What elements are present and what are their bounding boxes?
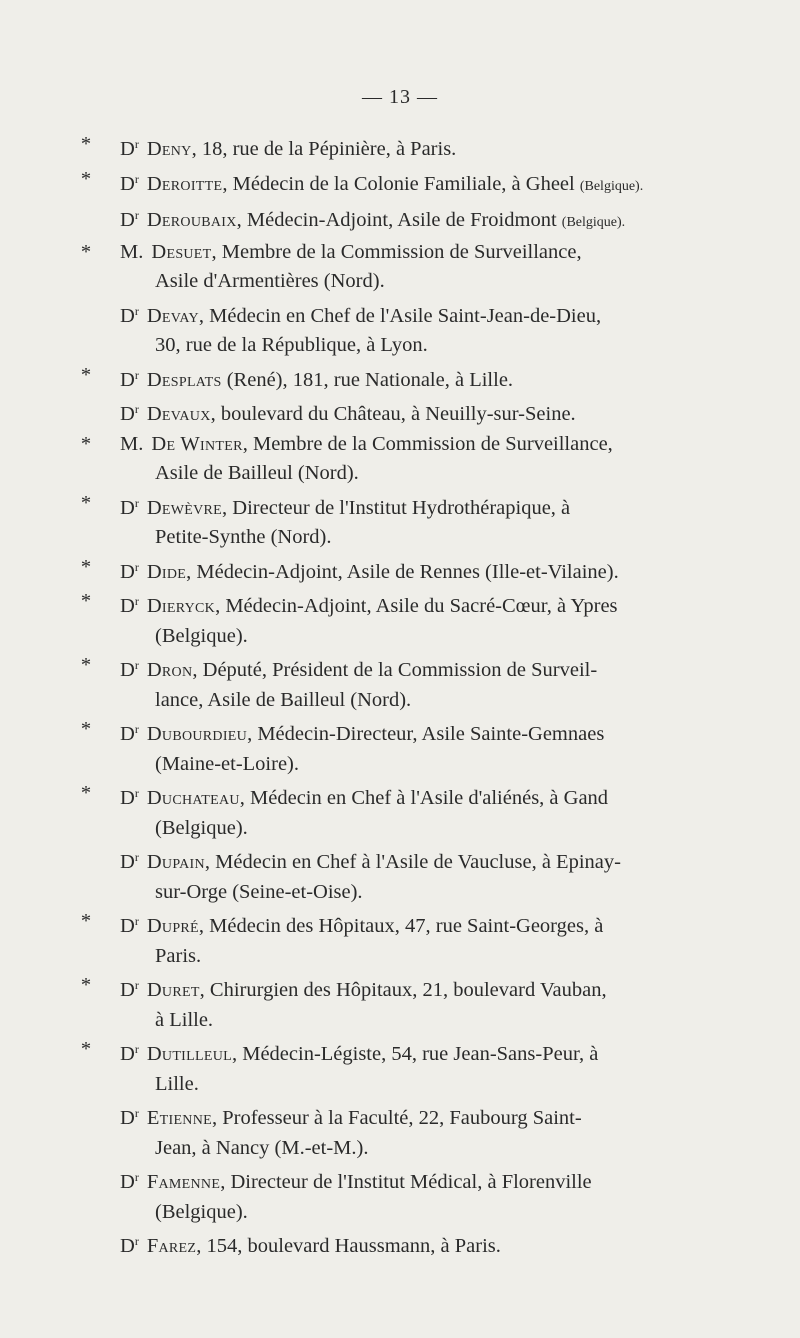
list-item <box>78 587 688 651</box>
entry-name: Famenne <box>146 1171 221 1193</box>
entry-continuation: sur-Orge (Seine-et-Oise). <box>155 880 363 903</box>
title-text: D <box>120 496 135 519</box>
entry-text: , Médecin-Adjoint, Asile de Rennes (Ille-et-Vilaine). <box>186 560 619 583</box>
asterisk-mark: * <box>80 590 92 612</box>
entry-title <box>120 1035 139 1070</box>
entry-title <box>120 587 139 622</box>
entry-line <box>120 587 688 622</box>
asterisk-mark: * <box>80 910 92 932</box>
entry-name: Deny <box>146 138 192 160</box>
list-item <box>78 361 688 396</box>
entry-title <box>120 238 143 268</box>
title-superscript: r <box>134 303 139 318</box>
entry-text: , Médecin en Chef à l'Asile de Vaucluse, à Epinay- <box>204 851 621 873</box>
entry-continuation: à Lille. <box>155 1008 214 1031</box>
entry-title <box>120 779 139 814</box>
title-text: D <box>120 368 135 391</box>
entry-title <box>120 1163 139 1198</box>
entry-name: De Winter <box>151 432 243 455</box>
entry-continuation: (Belgique). <box>155 816 248 839</box>
entry-title <box>120 130 139 165</box>
title-text: D <box>120 723 135 745</box>
entry-text: , Médecin-Adjoint, Asile du Sacré-Cœur, à Ypres <box>215 595 618 617</box>
entry-text: , boulevard du Château, à Neuilly-sur-Seine. <box>210 403 576 425</box>
title-superscript: r <box>134 137 139 151</box>
title-superscript: r <box>134 594 139 608</box>
entry-name: Dron <box>146 659 193 681</box>
entry-country: (Belgique). <box>579 178 644 194</box>
entry-line <box>120 715 688 750</box>
entry-text: , Médecin-Adjoint, Asile de Froidmont <box>236 209 562 231</box>
list-item <box>78 297 688 361</box>
title-superscript: r <box>134 914 139 928</box>
asterisk-mark: * <box>80 240 92 263</box>
asterisk-mark: * <box>80 654 92 676</box>
title-text: D <box>120 209 135 231</box>
entry-name: Etienne <box>146 1107 212 1129</box>
title-superscript: r <box>134 402 139 416</box>
title-text: D <box>120 1235 135 1257</box>
entry-continuation: Paris. <box>155 944 202 967</box>
entry-name: Dieryck <box>146 595 216 617</box>
entry-name: Desuet <box>151 240 212 263</box>
title-text: D <box>120 659 135 681</box>
entry-line <box>120 395 688 430</box>
entry-text: , Médecin-Légiste, 54, rue Jean-Sans-Peur, à <box>231 1043 599 1065</box>
title-superscript: r <box>134 1106 139 1120</box>
entry-name: Desplats <box>146 368 222 391</box>
entry-text: , Chirurgien des Hôpitaux, 21, boulevard Vauban, <box>199 979 607 1001</box>
entry-title <box>120 971 139 1006</box>
title-superscript: r <box>134 495 139 510</box>
list-item <box>78 165 688 202</box>
entry-line <box>120 651 688 686</box>
entry-continuation: (Belgique). <box>155 624 248 647</box>
entry-line <box>120 201 688 238</box>
list-item <box>78 130 688 165</box>
title-superscript: r <box>134 1234 139 1248</box>
entry-title <box>120 907 139 942</box>
entry-title <box>120 297 139 332</box>
entry-continuation: Jean, à Nancy (M.-et-M.). <box>155 1136 369 1159</box>
asterisk-mark: * <box>80 1038 92 1060</box>
list-item <box>78 1163 688 1227</box>
list-item <box>78 715 688 779</box>
entry-title <box>120 1099 139 1134</box>
entry-text: , Directeur de l'Institut Hydrothérapique, à <box>222 496 571 519</box>
title-superscript: r <box>134 367 139 382</box>
entry-text: , Médecin en Chef de l'Asile Saint-Jean-de-Dieu, <box>198 304 602 327</box>
list-item <box>78 843 688 907</box>
title-text: D <box>120 1107 135 1129</box>
asterisk-mark: * <box>80 363 92 386</box>
entry-text: , Député, Président de la Commission de Surveil- <box>192 659 598 681</box>
entry-text: , Médecin-Directeur, Asile Sainte-Gemnaes <box>247 723 605 745</box>
title-superscript: r <box>134 722 139 736</box>
entry-continuation: Lille. <box>155 1072 199 1095</box>
entry-line <box>120 779 688 814</box>
entry-continuation: 30, rue de la République, à Lyon. <box>155 334 428 356</box>
title-text: D <box>120 595 135 617</box>
entry-name: Devay <box>146 304 199 327</box>
entry-line <box>120 430 688 460</box>
entry-name: Dupain <box>146 851 205 873</box>
title-text: D <box>120 1043 135 1065</box>
list-item <box>78 1227 688 1262</box>
entry-text: , Médecin des Hôpitaux, 47, rue Saint-Georges, à <box>198 915 604 937</box>
entry-continuation: lance, Asile de Bailleul (Nord). <box>155 688 412 711</box>
entry-continuation: (Belgique). <box>155 1200 248 1223</box>
entry-continuation: Asile de Bailleul (Nord). <box>155 462 359 484</box>
entry-text: , Directeur de l'Institut Médical, à Florenville <box>220 1171 592 1193</box>
entry-name: Dutilleul <box>146 1043 232 1065</box>
entry-line <box>120 907 688 942</box>
entry-continuation: Petite-Synthe (Nord). <box>155 526 332 548</box>
title-text: M. <box>120 240 144 263</box>
title-text: D <box>120 138 135 160</box>
asterisk-mark: * <box>80 974 92 996</box>
entry-line <box>120 130 688 165</box>
entry-title <box>120 843 139 878</box>
title-text: D <box>120 560 135 583</box>
entry-title <box>120 201 139 236</box>
asterisk-mark: * <box>80 133 92 155</box>
list-item <box>78 430 688 489</box>
entry-title <box>120 430 143 460</box>
entry-title <box>120 651 139 686</box>
entry-line <box>120 1163 688 1198</box>
asterisk-mark: * <box>80 491 92 514</box>
entry-continuation: Asile d'Armentières (Nord). <box>155 270 385 292</box>
entry-name: Devaux <box>146 403 211 425</box>
entry-line <box>120 489 688 524</box>
title-superscript: r <box>134 208 139 222</box>
entry-title <box>120 361 139 396</box>
title-superscript: r <box>134 786 139 800</box>
asterisk-mark: * <box>80 555 92 578</box>
entry-line <box>120 1227 688 1262</box>
title-text: D <box>120 787 135 809</box>
entry-line <box>120 1035 688 1070</box>
title-text: D <box>120 403 135 425</box>
entry-line <box>120 553 688 588</box>
entry-name: Deroubaix <box>146 209 237 231</box>
list-item <box>78 971 688 1035</box>
list-item <box>78 238 688 297</box>
entry-name: Dide <box>146 560 187 583</box>
entry-country: (Belgique). <box>561 215 626 230</box>
entry-name: Duret <box>146 979 200 1001</box>
title-superscript: r <box>134 1042 139 1056</box>
entry-name: Duchateau <box>146 787 240 809</box>
title-superscript: r <box>134 850 139 864</box>
entry-text: (René), 181, rue Nationale, à Lille. <box>221 368 514 391</box>
entry-name: Deroitte <box>146 172 223 195</box>
title-superscript: r <box>134 978 139 992</box>
asterisk-mark: * <box>80 167 92 190</box>
list-item <box>78 1035 688 1099</box>
title-text: D <box>120 915 135 937</box>
asterisk-mark: * <box>80 432 92 455</box>
list-item <box>78 907 688 971</box>
title-superscript: r <box>134 171 139 186</box>
entry-title <box>120 715 139 750</box>
title-text: M. <box>120 432 144 455</box>
entry-title <box>120 165 139 200</box>
title-text: D <box>120 304 135 327</box>
entry-name: Dupré <box>146 915 199 937</box>
entry-line <box>120 1099 688 1134</box>
member-list <box>78 130 688 1262</box>
entry-line <box>120 843 688 878</box>
title-text: D <box>120 172 135 195</box>
entry-title <box>120 395 139 430</box>
entry-text: , Membre de la Commission de Surveillance, <box>242 432 613 455</box>
page-number: — 13 — <box>362 86 438 108</box>
entry-text: , Membre de la Commission de Surveillance, <box>211 240 582 263</box>
title-text: D <box>120 851 135 873</box>
entry-text: , 154, boulevard Haussmann, à Paris. <box>196 1235 501 1257</box>
list-item <box>78 651 688 715</box>
entry-line <box>120 971 688 1006</box>
entry-text: , Médecin de la Colonie Familiale, à Gheel <box>222 172 580 195</box>
list-item <box>78 1099 688 1163</box>
list-item <box>78 201 688 238</box>
entry-line <box>120 297 688 332</box>
entry-text: , 18, rue de la Pépinière, à Paris. <box>191 138 457 160</box>
title-text: D <box>120 1171 135 1193</box>
entry-title <box>120 1227 139 1262</box>
entry-line <box>120 238 688 268</box>
entry-title <box>120 553 139 588</box>
title-text: D <box>120 979 135 1001</box>
entry-text: , Médecin en Chef à l'Asile d'aliénés, à Gand <box>239 787 609 809</box>
title-superscript: r <box>134 559 139 574</box>
entry-text: , Professeur à la Faculté, 22, Faubourg Saint- <box>211 1107 582 1129</box>
entry-line <box>120 361 688 396</box>
entry-name: Dewèvre <box>146 496 223 519</box>
list-item <box>78 553 688 588</box>
title-superscript: r <box>134 658 139 672</box>
asterisk-mark: * <box>80 718 92 740</box>
entry-name: Farez <box>146 1235 197 1257</box>
list-item <box>78 489 688 553</box>
list-item <box>78 395 688 430</box>
entry-name: Dubourdieu <box>146 723 248 745</box>
entry-line <box>120 165 688 202</box>
entry-continuation: (Maine-et-Loire). <box>155 752 299 775</box>
list-item <box>78 779 688 843</box>
asterisk-mark: * <box>80 782 92 804</box>
entry-title <box>120 489 139 524</box>
title-superscript: r <box>134 1170 139 1184</box>
